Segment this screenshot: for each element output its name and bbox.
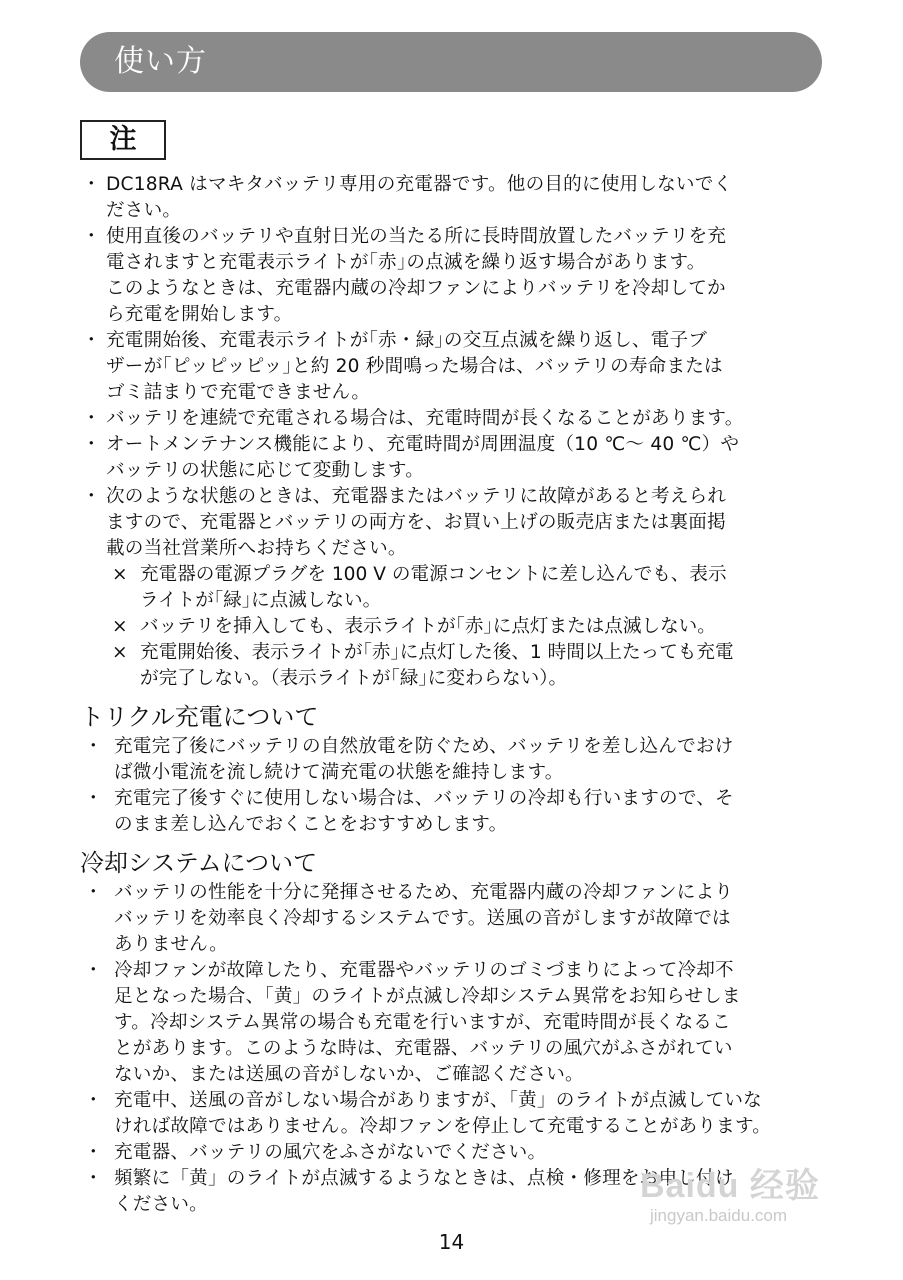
bullet-mark: ・ [84,1168,103,1189]
bullet-mark: ・ [82,330,101,351]
text-line: ば微小電流を流し続けて満充電の状態を維持します。 [114,762,564,783]
text-line: バッテリを連続で充電される場合は、充電時間が長くなることがあります。 [106,408,744,429]
cross-mark: × [112,616,128,637]
text-line: 充電中、送風の音がしない場合がありますが、「黄」のライトが点滅していな [114,1090,762,1111]
bullet-mark: ・ [84,882,103,903]
bullet-mark: ・ [82,434,101,455]
note-label-box: 注 [80,120,166,160]
text-line: ザーが｢ピッピッピッ｣と約 20 秒間鳴った場合は、バッテリの寿命または [106,356,723,377]
text-line: 頻繁に「黄」のライトが点滅するようなときは、点検・修理をお申し付け [114,1168,734,1189]
watermark-url: jingyan.baidu.com [650,1206,788,1225]
watermark-logo: Baidu 经验 [640,1167,820,1205]
text-line: 足となった場合、「黄」のライトが点滅し冷却システム異常をお知らせしま [114,986,741,1007]
bullet-mark: ・ [82,486,101,507]
text-line: ゴミ詰まりで充電できません。 [106,382,371,403]
fault-item [80,614,825,640]
bullet-mark: ・ [84,788,103,809]
cross-mark: × [112,564,128,585]
text-line: ますので、充電器とバッテリの両方を、お買い上げの販売店または裏面掲 [106,512,726,533]
text-line: ないか、または送風の音がしないか、ご確認ください。 [114,1064,584,1085]
note-item [80,484,825,562]
text-line: 載の当社営業所へお持ちください。 [106,538,407,559]
page-number: 14 [438,1230,465,1254]
bullet-mark: ・ [84,1090,103,1111]
note-item [80,432,825,484]
text-line: オートメンテナンス機能により、充電時間が周囲温度（10 ℃～ 40 ℃）や [106,434,740,455]
note-item [80,224,825,328]
text-line: バッテリを挿入しても、表示ライトが｢赤｣に点灯または点滅しない。 [140,616,716,637]
text-line: 電されますと充電表示ライトが｢赤｣の点滅を繰り返す場合があります。 [106,252,706,273]
fault-item [80,640,825,692]
note-item [80,328,825,406]
text-line: ください。 [114,1194,208,1215]
text-line: バッテリの状態に応じて変動します。 [106,460,425,481]
text-line: 充電完了後にバッテリの自然放電を防ぐため、バッテリを差し込んでおけ [114,736,734,757]
text-line: 充電完了後すぐに使用しない場合は、バッテリの冷却も行いますので、そ [114,788,734,809]
cooling-heading: 冷却システムについて [80,849,318,877]
text-line: ければ故障ではありません。冷却ファンを停止して充電することがあります。 [114,1116,772,1137]
bullet-mark: ・ [84,1142,103,1163]
cross-mark: × [112,642,128,663]
text-line: ださい。 [106,200,182,221]
bullet-mark: ・ [84,736,103,757]
bullet-mark: ・ [82,408,101,429]
cooling-item [80,958,825,1088]
bullet-mark: ・ [82,174,101,195]
bullet-mark: ・ [82,226,101,247]
text-line: 充電開始後、充電表示ライトが｢赤・緑｣の交互点滅を繰り返し、電子ブ [106,330,708,351]
cooling-item [80,1088,825,1140]
cooling-item [80,880,825,958]
note-item [80,172,825,224]
note-item [80,406,825,432]
text-line: 充電器の電源プラグを 100 V の電源コンセントに差し込んでも、表示 [140,564,727,585]
text-line: が完了しない。（表示ライトが｢緑｣に変わらない）。 [140,668,568,689]
text-line: 次のような状態のときは、充電器またはバッテリに故障があると考えられ [106,486,727,507]
bullet-mark: ・ [84,960,103,981]
text-line: バッテリの性能を十分に発揮させるため、充電器内蔵の冷却ファンにより [114,882,734,903]
section-header-bar [80,32,822,92]
trickle-heading: トリクル充電について [80,703,319,731]
text-line: バッテリを効率良く冷却するシステムです。送風の音がしますが故障では [114,908,731,929]
text-line: ライトが｢緑｣に点滅しない。 [140,590,382,611]
fault-item [80,562,825,614]
trickle-list [80,734,825,838]
text-line: このようなときは、充電器内蔵の冷却ファンによりバッテリを冷却してか [106,278,726,299]
text-line: す。冷却システム異常の場合も充電を行いますが、充電時間が長くなるこ [114,1012,731,1033]
text-line: 充電器、バッテリの風穴をふさがないでください。 [114,1142,547,1163]
text-line: とがあります。このような時は、充電器、バッテリの風穴がふさがれてい [114,1038,733,1059]
cooling-item [80,1140,825,1166]
text-line: 充電開始後、表示ライトが｢赤｣に点灯した後、1 時間以上たっても充電 [140,642,734,663]
text-line: ありません。 [114,934,228,955]
text-line: 冷却ファンが故障したり、充電器やバッテリのゴミづまりによって冷却不 [114,960,734,981]
text-line: DC18RA はマキタバッテリ専用の充電器です。他の目的に使用しないでく [106,174,733,195]
text-line: ら充電を開始します。 [106,304,293,325]
notes-list [80,172,825,692]
text-line: のまま差し込んでおくことをおすすめします。 [114,814,508,835]
trickle-item [80,786,825,838]
main-content [80,172,825,1218]
section-title: 使い方 [114,44,207,79]
trickle-item [80,734,825,786]
text-line: 使用直後のバッテリや直射日光の当たる所に長時間放置したバッテリを充 [106,226,727,247]
